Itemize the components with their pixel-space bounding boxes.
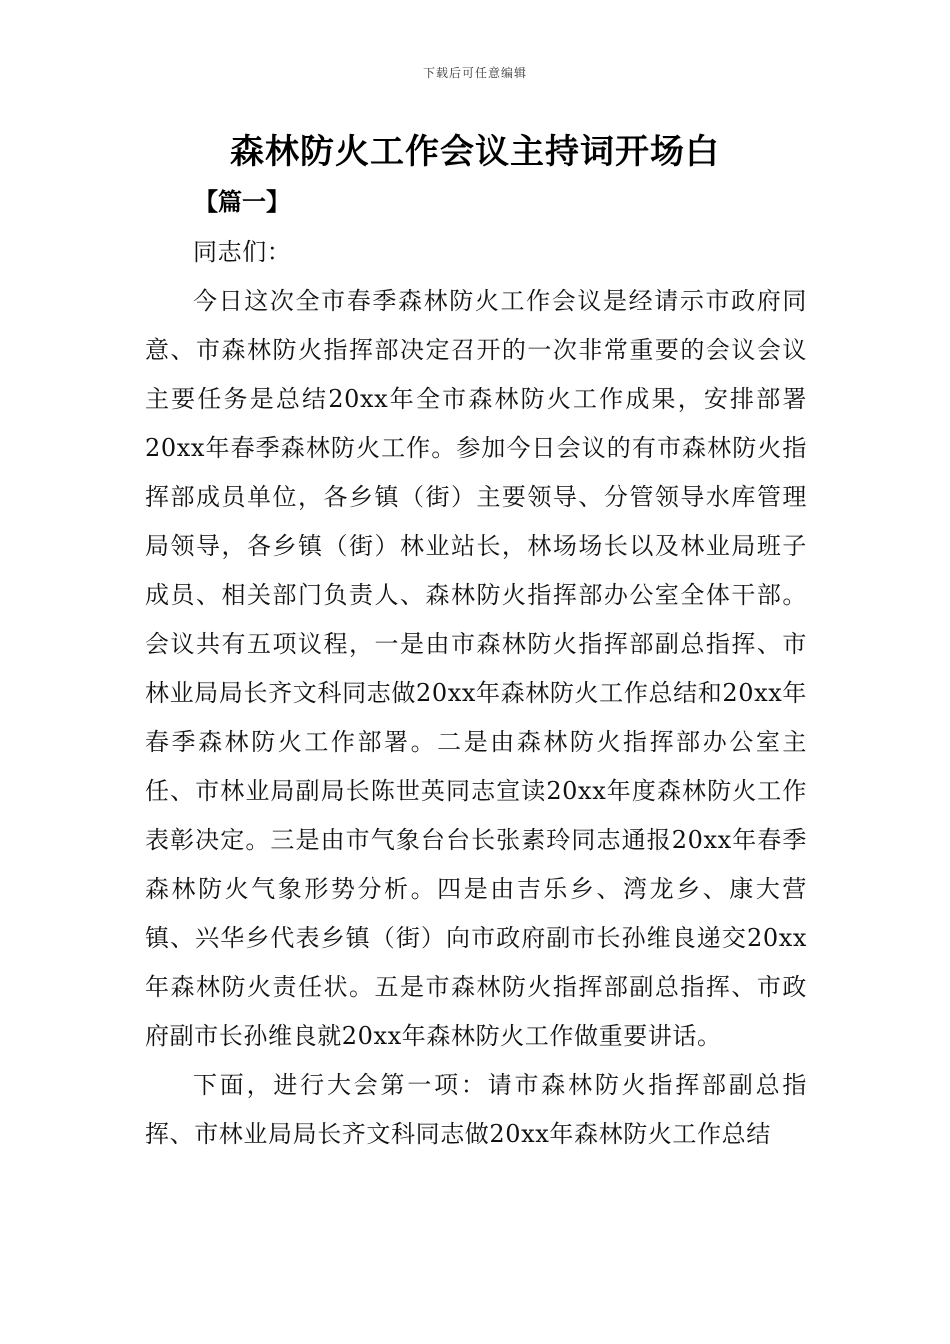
section-label: 【篇一】 [194,187,290,216]
document-title: 森林防火工作会议主持词开场白 [230,132,720,172]
paragraph-next: 下面，进行大会第一项：请市森林防火指挥部副总指挥、市林业局局长齐文科同志做20xx年森林防火工作总结 [145,1071,807,1148]
document-body [145,228,807,1159]
paragraph-greeting: 同志们： [193,238,292,266]
paragraph-main: 今日这次全市春季森林防火工作会议是经请示市政府同意、市森林防火指挥部决定召开的一次非常重要的会议会议主要任务是总结20xx年全市森林防火工作成果，安排部署20xx年春季森林防火工作。参加今日会议的有市森林防火指挥部成员单位，各乡镇（街）主要领导、分管领导水库管理局领导，各乡镇（街）林业站长，林场场长以及林业局班子成员、相关部门负责人、森林防火指挥部办公室全体干部。会议共有五项议程，一是由市森林防火指挥部副总指挥、市林业局局长齐文科同志做20xx年森林防火工作总结和20xx年春季森林防火工作部署。二是由森林防火指挥部办公室主任、市林业局副局长陈世英同志宣读20xx年度森林防火工作表彰决定。三是由市气象台台长张素玲同志通报20xx年春季森林防火气象形势分析。四是由吉乐乡、湾龙乡、康大营镇、兴华乡代表乡镇（街）向市政府副市长孙维良递交20xx年森林防火责任状。五是市森林防火指挥部副总指挥、市政府副市长孙维良就20xx年森林防火工作做重要讲话。 [145,287,807,1050]
header-note: 下载后可任意编辑 [422,66,527,80]
